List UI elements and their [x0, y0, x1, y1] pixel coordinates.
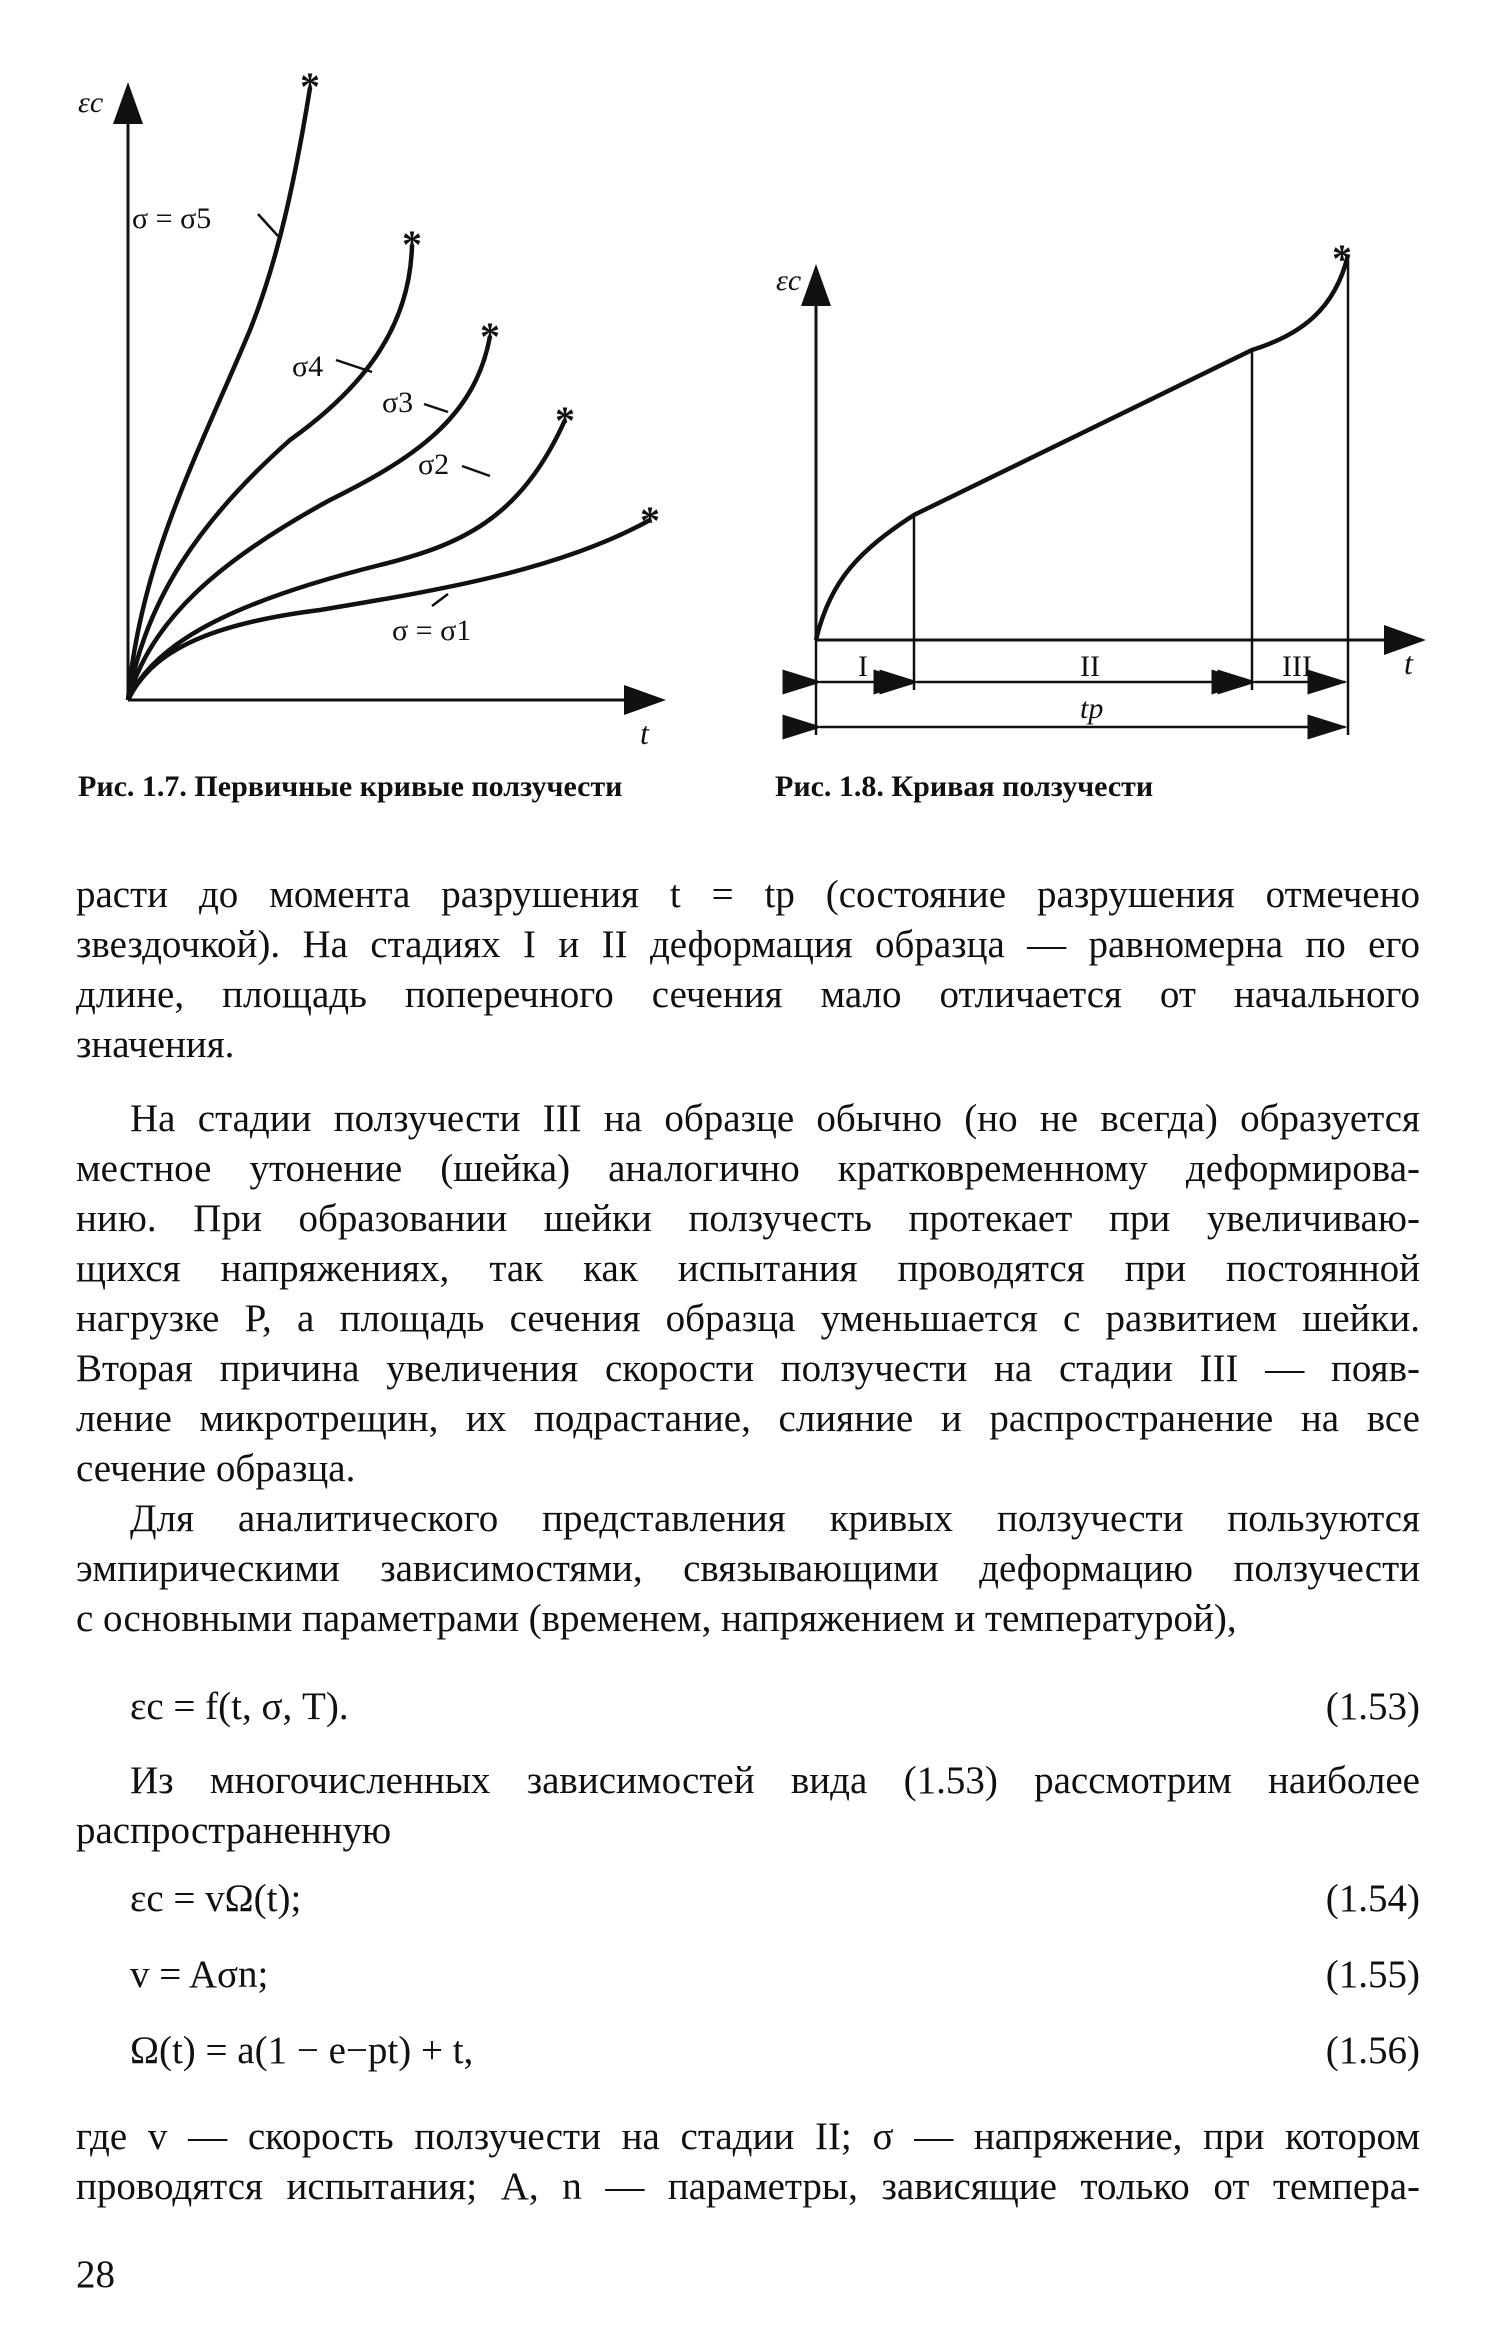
text-line: Для аналитического представления кривых ползучести пользуются [130, 1497, 1420, 1540]
rupture-marker-3: * [480, 314, 500, 359]
caption-fig-1-7: Рис. 1.7. Первичные кривые ползучести [78, 770, 623, 803]
text-line: где v — скорость ползучести на стадии II; σ — напряжение, при котором [76, 2115, 1420, 2158]
figure-1-8 [760, 0, 1480, 760]
paragraph-5 [76, 2112, 1420, 2212]
text-line: длине, площадь поперечного сечения мало отличается от начального [76, 973, 1420, 1016]
creep-curve [816, 255, 1348, 640]
text-line: местное утонение (шейка) аналогично кратковременному деформирова- [76, 1147, 1420, 1190]
curve-label-sigma1: σ = σ1 [392, 614, 472, 647]
stage-label-I: I [858, 650, 868, 683]
equation-formula: Ω(t) = a(1 − e−pt) + t, [130, 2029, 474, 2072]
text-line: значения. [76, 1023, 235, 1066]
text-line: звездочкой). На стадиях I и II деформация образца — равномерна по его [76, 923, 1420, 966]
x-axis-label: t [640, 715, 649, 751]
figure-1-7 [0, 0, 720, 760]
curve-label-sigma5: σ = σ5 [132, 202, 212, 235]
text-line: Из многочисленных зависимостей вида (1.53) рассмотрим наиболее [130, 1759, 1420, 1802]
equation-formula: v = Aσn; [130, 1953, 269, 1996]
paragraph-4 [76, 1756, 1420, 1856]
rupture-marker-5: * [640, 498, 660, 543]
curve-label-sigma2: σ2 [418, 448, 450, 481]
leader-sigma1 [432, 594, 448, 606]
curve-label-sigma4: σ4 [292, 350, 324, 383]
text-line: расти до момента разрушения t = tp (состояние разрушения отмечено [76, 873, 1420, 916]
x-axis-label: t [1404, 645, 1413, 681]
paragraph-1 [76, 870, 1420, 1070]
equation-1-55 [130, 1952, 1420, 2002]
text-line: На стадии ползучести III на образце обычно (но не всегда) образуется [130, 1097, 1420, 1140]
leader-sigma5 [258, 214, 278, 236]
equation-number: (1.54) [1325, 1877, 1420, 1920]
equation-1-56 [130, 2028, 1420, 2078]
curve-label-sigma3: σ3 [382, 386, 414, 419]
rupture-marker: * [1332, 236, 1352, 281]
duration-label: tp [1080, 692, 1104, 725]
rupture-marker-4: * [555, 398, 575, 443]
caption-fig-1-8: Рис. 1.8. Кривая ползучести [775, 770, 1154, 803]
text-line: с основными параметрами (временем, напряжением и температурой), [76, 1597, 1237, 1640]
rupture-marker-1: * [300, 64, 320, 109]
stage-label-II: II [1080, 650, 1100, 683]
equation-formula: εc = f(t, σ, T). [130, 1685, 349, 1728]
text-line: щихся напряжениях, так как испытания проводятся при постоянной [76, 1247, 1420, 1290]
curve-sigma1 [128, 520, 650, 700]
text-line: нагрузке P, а площадь сечения образца уменьшается с развитием шейки. [76, 1297, 1420, 1340]
page-number: 28 [76, 2253, 115, 2296]
equation-number: (1.55) [1325, 1953, 1420, 1996]
text-line: ление микротрещин, их подрастание, слияние и распространение на все [76, 1397, 1420, 1440]
equation-number: (1.56) [1325, 2029, 1420, 2072]
equation-1-53 [130, 1684, 1420, 1734]
y-axis-label: εc [776, 264, 802, 297]
leader-sigma2 [462, 466, 490, 476]
equation-1-54 [130, 1876, 1420, 1926]
rupture-marker-2: * [402, 222, 422, 267]
text-line: сечение образца. [76, 1447, 356, 1490]
paragraph-2 [76, 1094, 1420, 1494]
text-line: проводятся испытания; A, n — параметры, зависящие только от темпера- [76, 2165, 1420, 2208]
leader-sigma3 [424, 404, 448, 412]
equation-formula: εc = vΩ(t); [130, 1877, 302, 1920]
equation-number: (1.53) [1325, 1685, 1420, 1728]
stage-label-III: III [1282, 650, 1312, 683]
text-line: распространенную [76, 1809, 392, 1852]
curve-sigma4 [128, 245, 412, 700]
text-line: эмпирическими зависимостями, связывающими деформацию ползучести [76, 1547, 1420, 1590]
text-line: нию. При образовании шейки ползучесть протекает при увеличиваю- [76, 1197, 1420, 1240]
text-line: Вторая причина увеличения скорости ползучести на стадии III — появ- [76, 1347, 1420, 1390]
y-axis-label: εc [78, 86, 104, 119]
paragraph-3 [76, 1494, 1420, 1644]
